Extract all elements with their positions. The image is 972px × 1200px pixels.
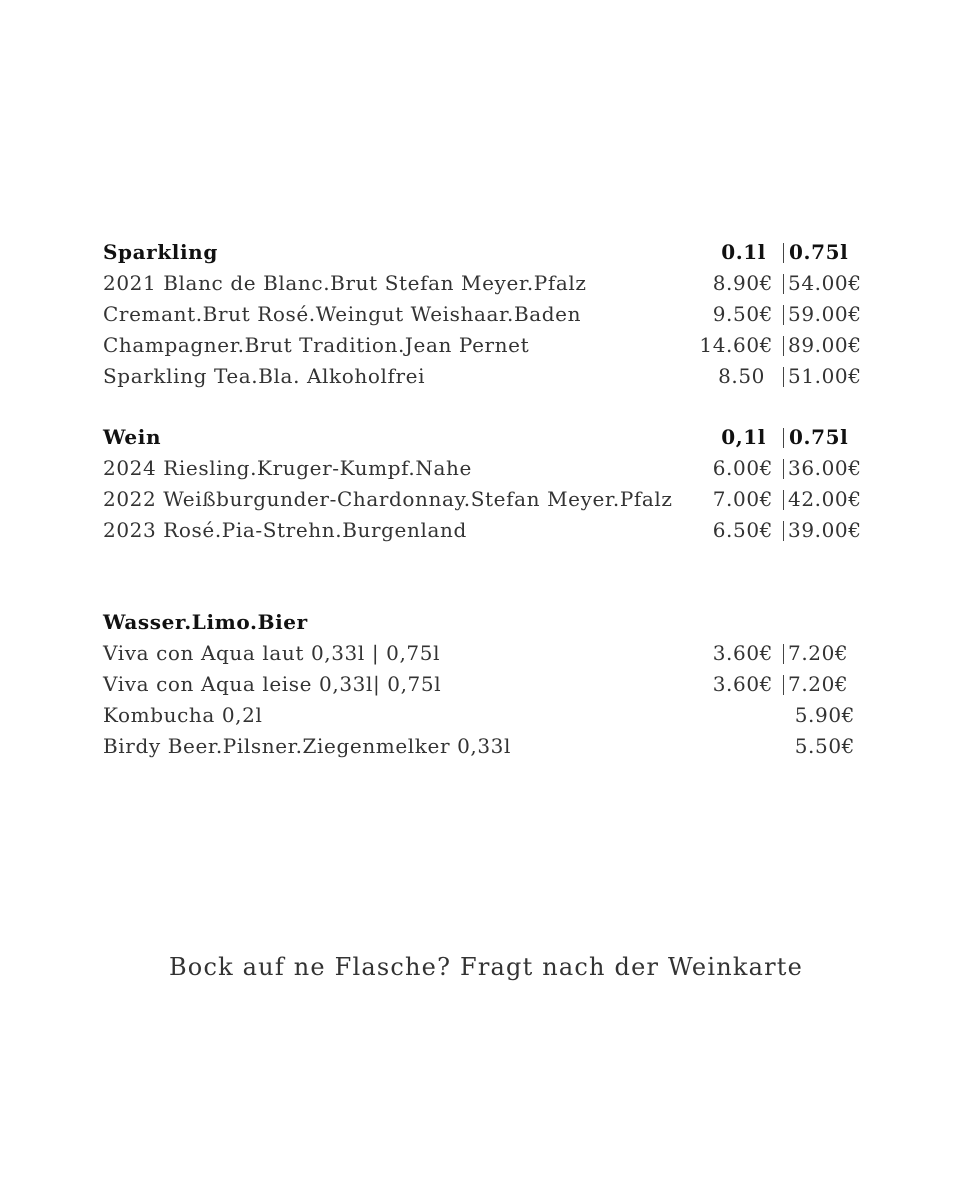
price-bottle: 59.00€ xyxy=(788,302,862,326)
menu-item xyxy=(103,484,883,515)
item-name: Cremant.Brut Rosé.Weingut Weishaar.Baden xyxy=(103,302,582,326)
menu-item xyxy=(103,330,883,361)
item-name: 2023 Rosé.Pia-Strehn.Burgenland xyxy=(103,518,467,542)
item-name: Champagner.Brut Tradition.Jean Pernet xyxy=(103,333,530,357)
column-divider xyxy=(783,644,784,664)
price-bottle: 51.00€ xyxy=(788,364,862,388)
price-bottle: 36.00€ xyxy=(788,456,862,480)
menu-item xyxy=(103,515,883,546)
section-wasser-limo-bier xyxy=(103,607,883,762)
menu-item xyxy=(103,268,883,299)
menu-item xyxy=(103,453,883,484)
column-divider xyxy=(783,490,784,510)
price-glass: 8.50 xyxy=(718,364,765,388)
price-glass: 14.60€ xyxy=(699,333,773,357)
menu-item xyxy=(103,638,883,669)
price: 5.90€ xyxy=(794,703,855,727)
price-glass: 8.90€ xyxy=(712,271,773,295)
column-divider xyxy=(783,305,784,325)
price-bottle: 39.00€ xyxy=(788,518,862,542)
item-name: 2022 Weißburgunder-Chardonnay.Stefan Meyer.Pfalz xyxy=(103,487,673,511)
price-glass: 6.00€ xyxy=(712,456,773,480)
menu-item xyxy=(103,731,883,762)
section-title: Wein xyxy=(103,425,162,449)
section-header xyxy=(103,422,883,453)
column-divider xyxy=(783,274,784,294)
section-title: Wasser.Limo.Bier xyxy=(103,610,308,634)
section-header xyxy=(103,237,883,268)
column-header-glass: 0,1l xyxy=(721,425,766,449)
column-divider xyxy=(783,243,784,263)
column-divider xyxy=(783,428,784,448)
price-glass: 6.50€ xyxy=(712,518,773,542)
price-glass: 3.60€ xyxy=(712,672,773,696)
column-header-glass: 0.1l xyxy=(721,240,766,264)
price-bottle: 42.00€ xyxy=(788,487,862,511)
price-bottle: 54.00€ xyxy=(788,271,862,295)
item-name: 2021 Blanc de Blanc.Brut Stefan Meyer.Pfalz xyxy=(103,271,587,295)
section-header xyxy=(103,607,883,638)
item-name: Birdy Beer.Pilsner.Ziegenmelker 0,33l xyxy=(103,734,512,758)
column-divider xyxy=(783,459,784,479)
item-name: Kombucha 0,2l xyxy=(103,703,263,727)
menu-item xyxy=(103,299,883,330)
column-header-bottle: 0.75l xyxy=(789,425,849,449)
footer-note: Bock auf ne Flasche? Fragt nach der Weinkarte xyxy=(168,953,804,981)
item-name: 2024 Riesling.Kruger-Kumpf.Nahe xyxy=(103,456,472,480)
column-divider xyxy=(783,367,784,387)
drinks-menu xyxy=(103,237,883,762)
price-bottle: 89.00€ xyxy=(788,333,862,357)
item-name: Viva con Aqua laut 0,33l | 0,75l xyxy=(103,641,441,665)
price-bottle: 7.20€ xyxy=(788,672,849,696)
price-glass: 3.60€ xyxy=(712,641,773,665)
menu-item xyxy=(103,361,883,392)
price-bottle: 7.20€ xyxy=(788,641,849,665)
menu-item xyxy=(103,669,883,700)
section-wein xyxy=(103,422,883,546)
menu-item xyxy=(103,700,883,731)
section-sparkling xyxy=(103,237,883,392)
price-glass: 7.00€ xyxy=(712,487,773,511)
price-glass: 9.50€ xyxy=(712,302,773,326)
section-title: Sparkling xyxy=(103,240,218,264)
price: 5.50€ xyxy=(794,734,855,758)
column-divider xyxy=(783,675,784,695)
item-name: Viva con Aqua leise 0,33l| 0,75l xyxy=(103,672,442,696)
column-divider xyxy=(783,336,784,356)
column-header-bottle: 0.75l xyxy=(789,240,849,264)
item-name: Sparkling Tea.Bla. Alkoholfrei xyxy=(103,364,426,388)
column-divider xyxy=(783,521,784,541)
